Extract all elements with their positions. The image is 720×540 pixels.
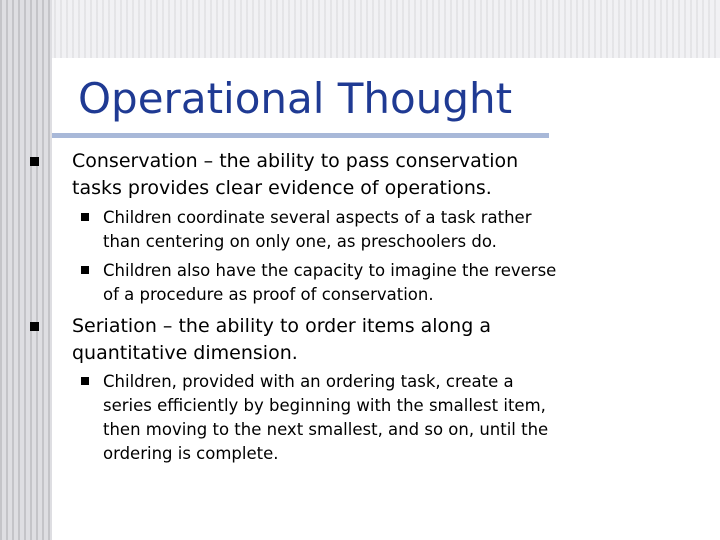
subitem-1-1-line-1: Children coordinate several aspects of a task rather	[103, 208, 532, 227]
item-1-line-2: tasks provides clear evidence of operations.	[72, 177, 492, 199]
bullet-square-icon	[81, 266, 89, 274]
subitem-1-2-line-2: of a procedure as proof of conservation.	[103, 285, 434, 304]
title-underline	[52, 133, 549, 138]
item-2-line-2: quantitative dimension.	[72, 342, 298, 364]
slide-title: Operational Thought	[78, 74, 513, 123]
subitem-2-1-line-2: series efficiently by beginning with the smallest item,	[103, 396, 546, 415]
bullet-square-icon	[81, 213, 89, 221]
subitem-1-2-line-1: Children also have the capacity to imagine the reverse	[103, 261, 557, 280]
subitem-2-1-line-1: Children, provided with an ordering task, create a	[103, 372, 514, 391]
item-1-line-1: Conservation – the ability to pass conservation	[72, 150, 519, 172]
bullet-square-icon	[81, 377, 89, 385]
background-stripes-left	[0, 0, 52, 540]
background-stripes-top	[0, 0, 720, 58]
bullet-square-icon	[30, 322, 39, 331]
subitem-2-1-line-4: ordering is complete.	[103, 444, 279, 463]
subitem-1-1-line-2: than centering on only one, as preschoolers do.	[103, 232, 497, 251]
item-2-line-1: Seriation – the ability to order items along a	[72, 315, 491, 337]
bullet-square-icon	[30, 157, 39, 166]
subitem-2-1-line-3: then moving to the next smallest, and so on, until the	[103, 420, 549, 439]
